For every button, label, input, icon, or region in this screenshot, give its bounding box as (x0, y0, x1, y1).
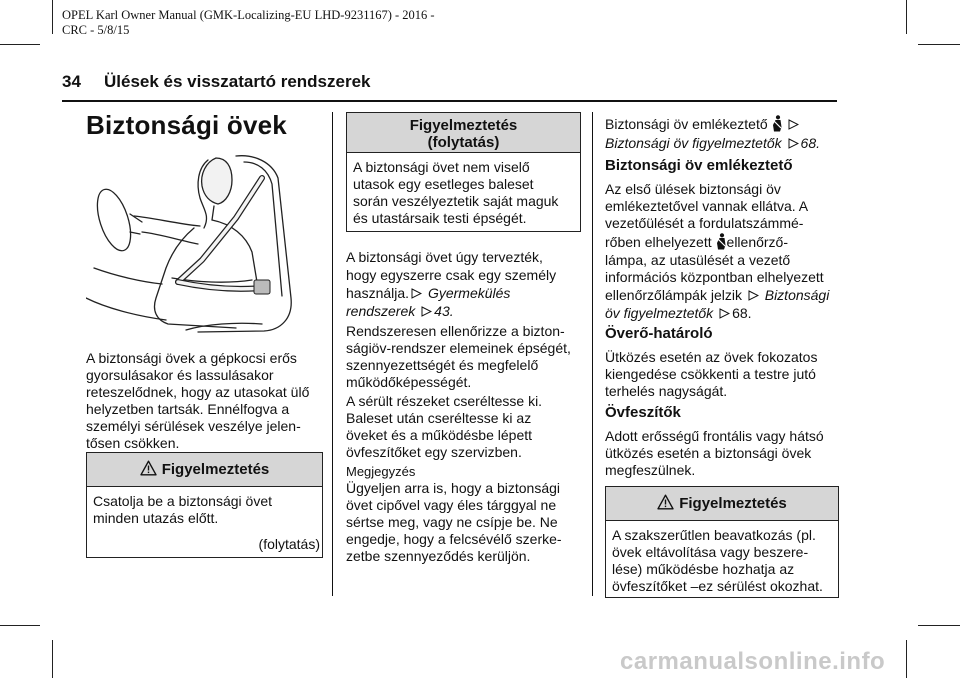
warning-box (605, 486, 839, 598)
section-title: Biztonsági övek (86, 110, 287, 140)
warning-header (347, 113, 580, 153)
page-heading (62, 72, 371, 92)
text-line: A biztonsági övet nem viselő (353, 159, 530, 175)
reference-link[interactable]: rendszerek (346, 303, 416, 319)
subheading-reminder: Biztonsági öv emlékeztető (605, 157, 793, 174)
text-line: öveket és a működésbe lépett (346, 427, 533, 443)
text-line: Rendszeresen ellenőrizze a bizton- (346, 323, 565, 339)
intro-paragraph (86, 350, 326, 452)
crop-mark (918, 625, 960, 626)
text-line: zetbe szennyeződés kerüljön. (346, 548, 531, 564)
pretensioner-paragraph (605, 428, 845, 479)
text-line (605, 305, 845, 322)
chapter-title: Ülések és visszatartó rendszerek (104, 72, 371, 91)
text-line: személyi sérülések veszélye jelen- (86, 418, 301, 434)
text-line: működőképességét. (346, 374, 472, 390)
crop-mark (52, 0, 53, 34)
column-divider (592, 112, 593, 596)
text-line: gyorsulásakor és lassulásakor (86, 367, 274, 383)
text-line: emlékeztetővel vannak ellátva. A (605, 198, 809, 214)
text-line: terhelés nagyságát. (605, 383, 728, 399)
text-line: kiengedése csökkenti a testre jutó (605, 366, 816, 382)
meta-line: CRC - 5/8/15 (62, 23, 130, 37)
note-title: Megjegyzés (346, 464, 416, 479)
text-line: Ügyeljen arra is, hogy a biztonsági (346, 480, 561, 496)
page-reference[interactable]: 68. (800, 135, 820, 151)
crop-mark (906, 640, 907, 678)
text-line: övfeszítőket –ez sérülést okozhat. (612, 578, 823, 594)
text-line: vezetőülését a fordulatszámmé- (605, 215, 804, 231)
warning-box (86, 452, 323, 558)
text-line: A biztonsági övet úgy tervezték, (346, 249, 543, 265)
text-line: A sérült részeket cseréltesse ki. (346, 393, 543, 409)
text-line: ságiöv-rendszer elemeinek épségét, (346, 340, 571, 356)
text-line: sértse meg, vagy ne csípje be. Ne (346, 514, 558, 530)
watermark: carmanualsonline.info (620, 648, 886, 675)
crop-mark (918, 44, 960, 45)
crop-mark (906, 0, 907, 34)
cross-reference-icon (788, 138, 799, 149)
reference-link[interactable]: Biztonsági (764, 287, 830, 303)
text-line: reteszelődnek, hogy az utasokat ülő (86, 384, 310, 400)
text-line: Az első ülések biztonsági öv (605, 181, 781, 197)
text-line: övet cipővel vagy éles tárggyal ne (346, 497, 557, 513)
seatbelt-reminder-icon (772, 115, 783, 132)
crop-mark (0, 44, 40, 45)
warning-header (87, 453, 322, 487)
text-line: A biztonsági övek a gépkocsi erős (86, 350, 297, 366)
meta-line: OPEL Karl Owner Manual (GMK-Localizing-EU LHD-9231167) - 2016 - (62, 8, 435, 22)
page-reference[interactable]: 68. (732, 305, 752, 321)
text-line: során veszélyeztetik saját maguk (353, 193, 559, 209)
text-line (605, 134, 845, 153)
seatbelt-reminder-icon (716, 233, 727, 250)
text-span: használja. (346, 285, 410, 301)
text-line (605, 232, 845, 252)
text-line: övfeszítőket egy szervizben. (346, 444, 522, 460)
load-limiter-paragraph (605, 349, 845, 400)
warning-icon (657, 494, 674, 510)
warning-icon (140, 460, 157, 476)
note-paragraph (346, 463, 586, 565)
text-line: tősen csökken. (86, 435, 180, 451)
warning-body (347, 153, 580, 227)
text-line (346, 302, 586, 320)
reminder-reference (605, 115, 845, 153)
inspection-paragraph (346, 323, 586, 391)
text-line: övek eltávolítása vagy beszere- (612, 544, 809, 560)
text-line: engedje, hogy a felcsévélő szerke- (346, 531, 562, 547)
warning-box-continued (346, 112, 581, 232)
text-line: utasok egy esetleges baleset (353, 176, 534, 192)
reference-link[interactable]: öv figyelmeztetők (605, 305, 714, 321)
text-line: minden utazás előtt. (93, 510, 219, 526)
warning-body (606, 521, 838, 595)
header-rule (62, 100, 837, 102)
text-line: információs központban elhelyezett (605, 269, 824, 285)
text-span: rőben elhelyezett (605, 234, 712, 250)
text-line: A szakszerűtlen beavatkozás (pl. (612, 527, 816, 543)
seatbelt-illustration (86, 148, 301, 333)
text-line: Ütközés esetén az övek fokozatos (605, 349, 818, 365)
warning-title: Figyelmeztetés (679, 495, 787, 512)
warning-body (87, 487, 322, 553)
subheading-pretensioner: Övfeszítők (605, 404, 681, 421)
text-span: ellenőrző- (726, 234, 789, 250)
text-line: szennyezettségét és megfelelő (346, 357, 539, 373)
text-line: helyzetben tartsák. Ennélfogva a (86, 401, 290, 417)
continued-note: (folytatás) (427, 134, 500, 151)
text-line: Csatolja be a biztonsági övet (93, 493, 272, 509)
text-line: Adott erősségű frontális vagy hátsó (605, 428, 824, 444)
page-reference[interactable]: 43. (434, 303, 454, 319)
replacement-paragraph (346, 393, 586, 461)
subheading-load-limiter: Överő-határoló (605, 325, 713, 342)
cross-reference-icon (748, 290, 759, 301)
reference-link[interactable]: Biztonsági öv figyelmeztetők (605, 135, 782, 151)
cross-reference-icon (421, 306, 432, 317)
text-line: lámpa, az utasülését a vezető (605, 252, 791, 268)
continued-note: (folytatás) (258, 536, 320, 552)
text-line: megfeszülnek. (605, 462, 696, 478)
text-span: ellenőrzőlámpák jelzik (605, 287, 742, 303)
crop-mark (0, 625, 40, 626)
cross-reference-icon (411, 288, 422, 299)
text-line: hogy egyszerre csak egy személy (346, 267, 557, 283)
column-divider (332, 112, 333, 596)
cross-reference-icon (719, 308, 730, 319)
text-line: ütközés esetén a biztonsági övek (605, 445, 812, 461)
crop-mark (52, 640, 53, 678)
reference-link[interactable]: Gyermekülés (427, 285, 511, 301)
text-span: Biztonsági öv emlékeztető (605, 116, 768, 132)
text-line: Baleset után cseréltesse ki az (346, 410, 532, 426)
reminder-paragraph (605, 181, 845, 322)
text-line (605, 286, 845, 305)
page-number: 34 (62, 72, 81, 91)
document-meta (62, 8, 435, 38)
cross-reference-icon (788, 119, 799, 130)
text-line (346, 284, 586, 302)
design-paragraph (346, 248, 586, 320)
text-line (605, 115, 845, 134)
text-line: és utastársaik testi épségét. (353, 210, 527, 226)
warning-header (606, 487, 838, 521)
warning-title: Figyelmeztetés (161, 461, 270, 478)
warning-title: Figyelmeztetés (409, 117, 518, 134)
text-line: lése) működésbe hozhatja az (612, 561, 795, 577)
